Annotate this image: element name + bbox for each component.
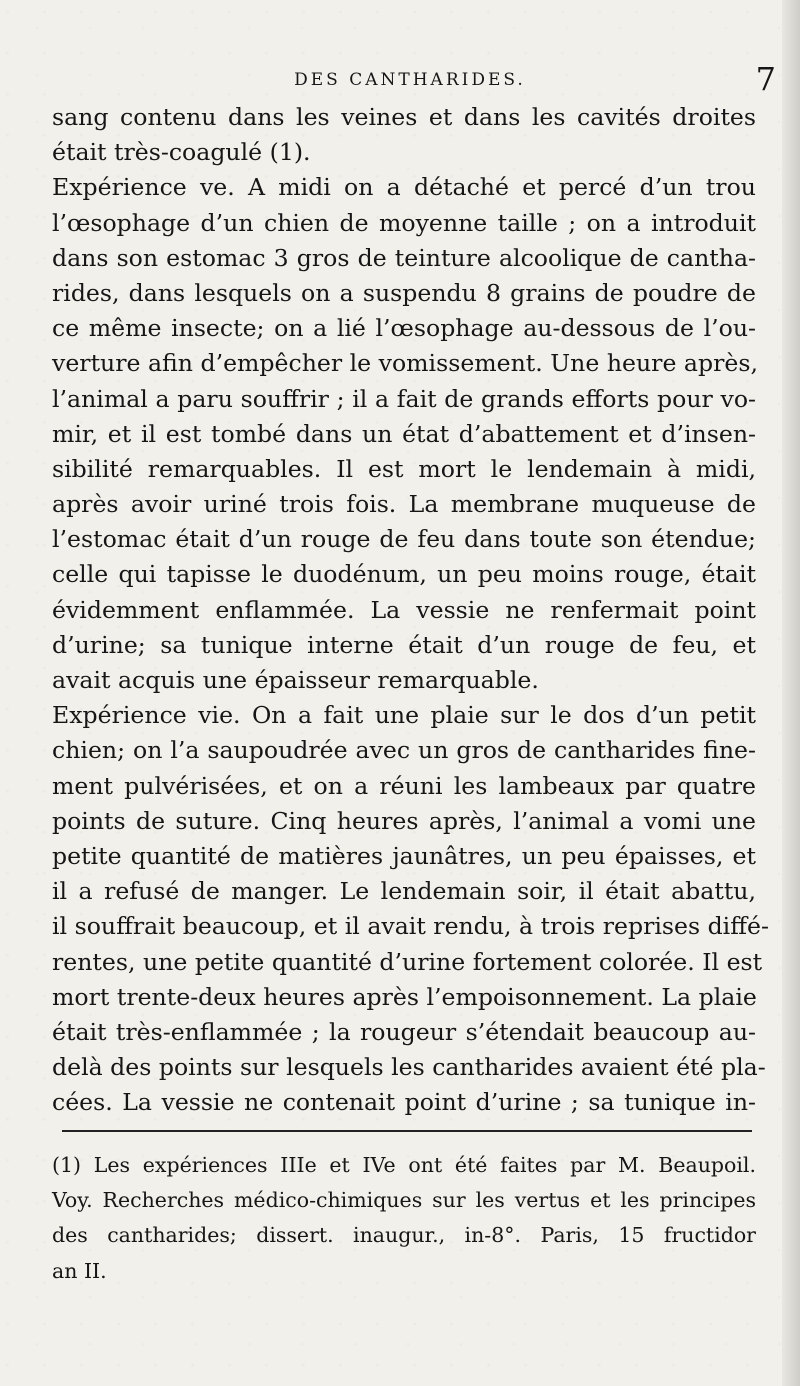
text-line: petite quantité de matières jaunâtres, un peu épaisses, et xyxy=(52,841,756,870)
page-edge xyxy=(782,0,800,1386)
text-line: delà des points sur lesquels les cantharides avaient été pla- xyxy=(52,1053,766,1082)
text-line: sang contenu dans les veines et dans les cavités droites xyxy=(52,103,756,131)
text-line: après avoir uriné trois fois. La membrane muqueuse de xyxy=(52,490,756,519)
text-line: Expérience vie. On a fait une plaie sur le dos d’un petit xyxy=(52,701,756,730)
footnote-line: an II. xyxy=(52,1258,107,1283)
text-line: rentes, une petite quantité d’urine fortement colorée. Il est xyxy=(52,947,763,976)
text-line: points de suture. Cinq heures après, l’animal a vomi une xyxy=(52,806,756,835)
text-line: ment pulvérisées, et on a réuni les lambeaux par quatre xyxy=(52,771,756,800)
text-line: celle qui tapisse le duodénum, un peu moins rouge, était xyxy=(52,560,756,589)
text-line: l’animal a paru souffrir ; il a fait de grands efforts pour vo- xyxy=(52,384,756,413)
text-line: ce même insecte; on a lié l’œsophage au-dessous de l’ou- xyxy=(52,314,756,343)
text-line: sibilité remarquables. Il est mort le lendemain à midi, xyxy=(52,454,756,483)
text-line: rides, dans lesquels on a suspendu 8 grains de poudre de xyxy=(52,278,756,307)
footnote-rule xyxy=(62,1130,752,1132)
text-line: mir, et il est tombé dans un état d’abattement et d’insen- xyxy=(52,419,756,448)
text-line: avait acquis une épaisseur remarquable. xyxy=(52,666,539,694)
page-number: 7 xyxy=(755,60,776,98)
text-line: il a refusé de manger. Le lendemain soir, il était abattu, xyxy=(52,877,756,906)
text-line: Expérience ve. A midi on a détaché et percé d’un trou xyxy=(52,173,756,202)
running-head: DES CANTHARIDES. xyxy=(294,70,526,90)
main-text xyxy=(52,100,769,1120)
text-line: était très-coagulé (1). xyxy=(52,138,311,167)
page-header xyxy=(50,60,776,100)
footnotes xyxy=(52,1150,756,1291)
text-line: il souffrait beaucoup, et il avait rendu, à trois reprises diffé- xyxy=(52,912,769,941)
text-line: cées. La vessie ne contenait point d’urine ; sa tunique in- xyxy=(52,1088,756,1117)
text-line: verture afin d’empêcher le vomissement. Une heure après, xyxy=(52,349,758,378)
text-line: mort trente-deux heures après l’empoisonnement. La plaie xyxy=(52,982,757,1011)
footnote-line: des cantharides; dissert. inaugur., in-8°. Paris, 15 fructidor xyxy=(52,1223,756,1248)
text-line: chien; on l’a saupoudrée avec un gros de cantharides fine- xyxy=(52,736,756,765)
footnote-line: Voy. Recherches médico-chimiques sur les vertus et les principes xyxy=(52,1188,756,1213)
text-line: d’urine; sa tunique interne était d’un rouge de feu, et xyxy=(52,630,756,659)
text-line: était très-enflammée ; la rougeur s’étendait beaucoup au- xyxy=(52,1017,756,1046)
text-line: évidemment enflammée. La vessie ne renfermait point xyxy=(52,595,756,624)
text-line: l’œsophage d’un chien de moyenne taille ; on a introduit xyxy=(52,208,756,237)
text-line: l’estomac était d’un rouge de feu dans toute son étendue; xyxy=(52,525,756,554)
footnote-line: (1) Les expériences IIIe et IVe ont été faites par M. Beaupoil. xyxy=(52,1153,756,1177)
text-line: dans son estomac 3 gros de teinture alcoolique de cantha- xyxy=(52,243,756,272)
